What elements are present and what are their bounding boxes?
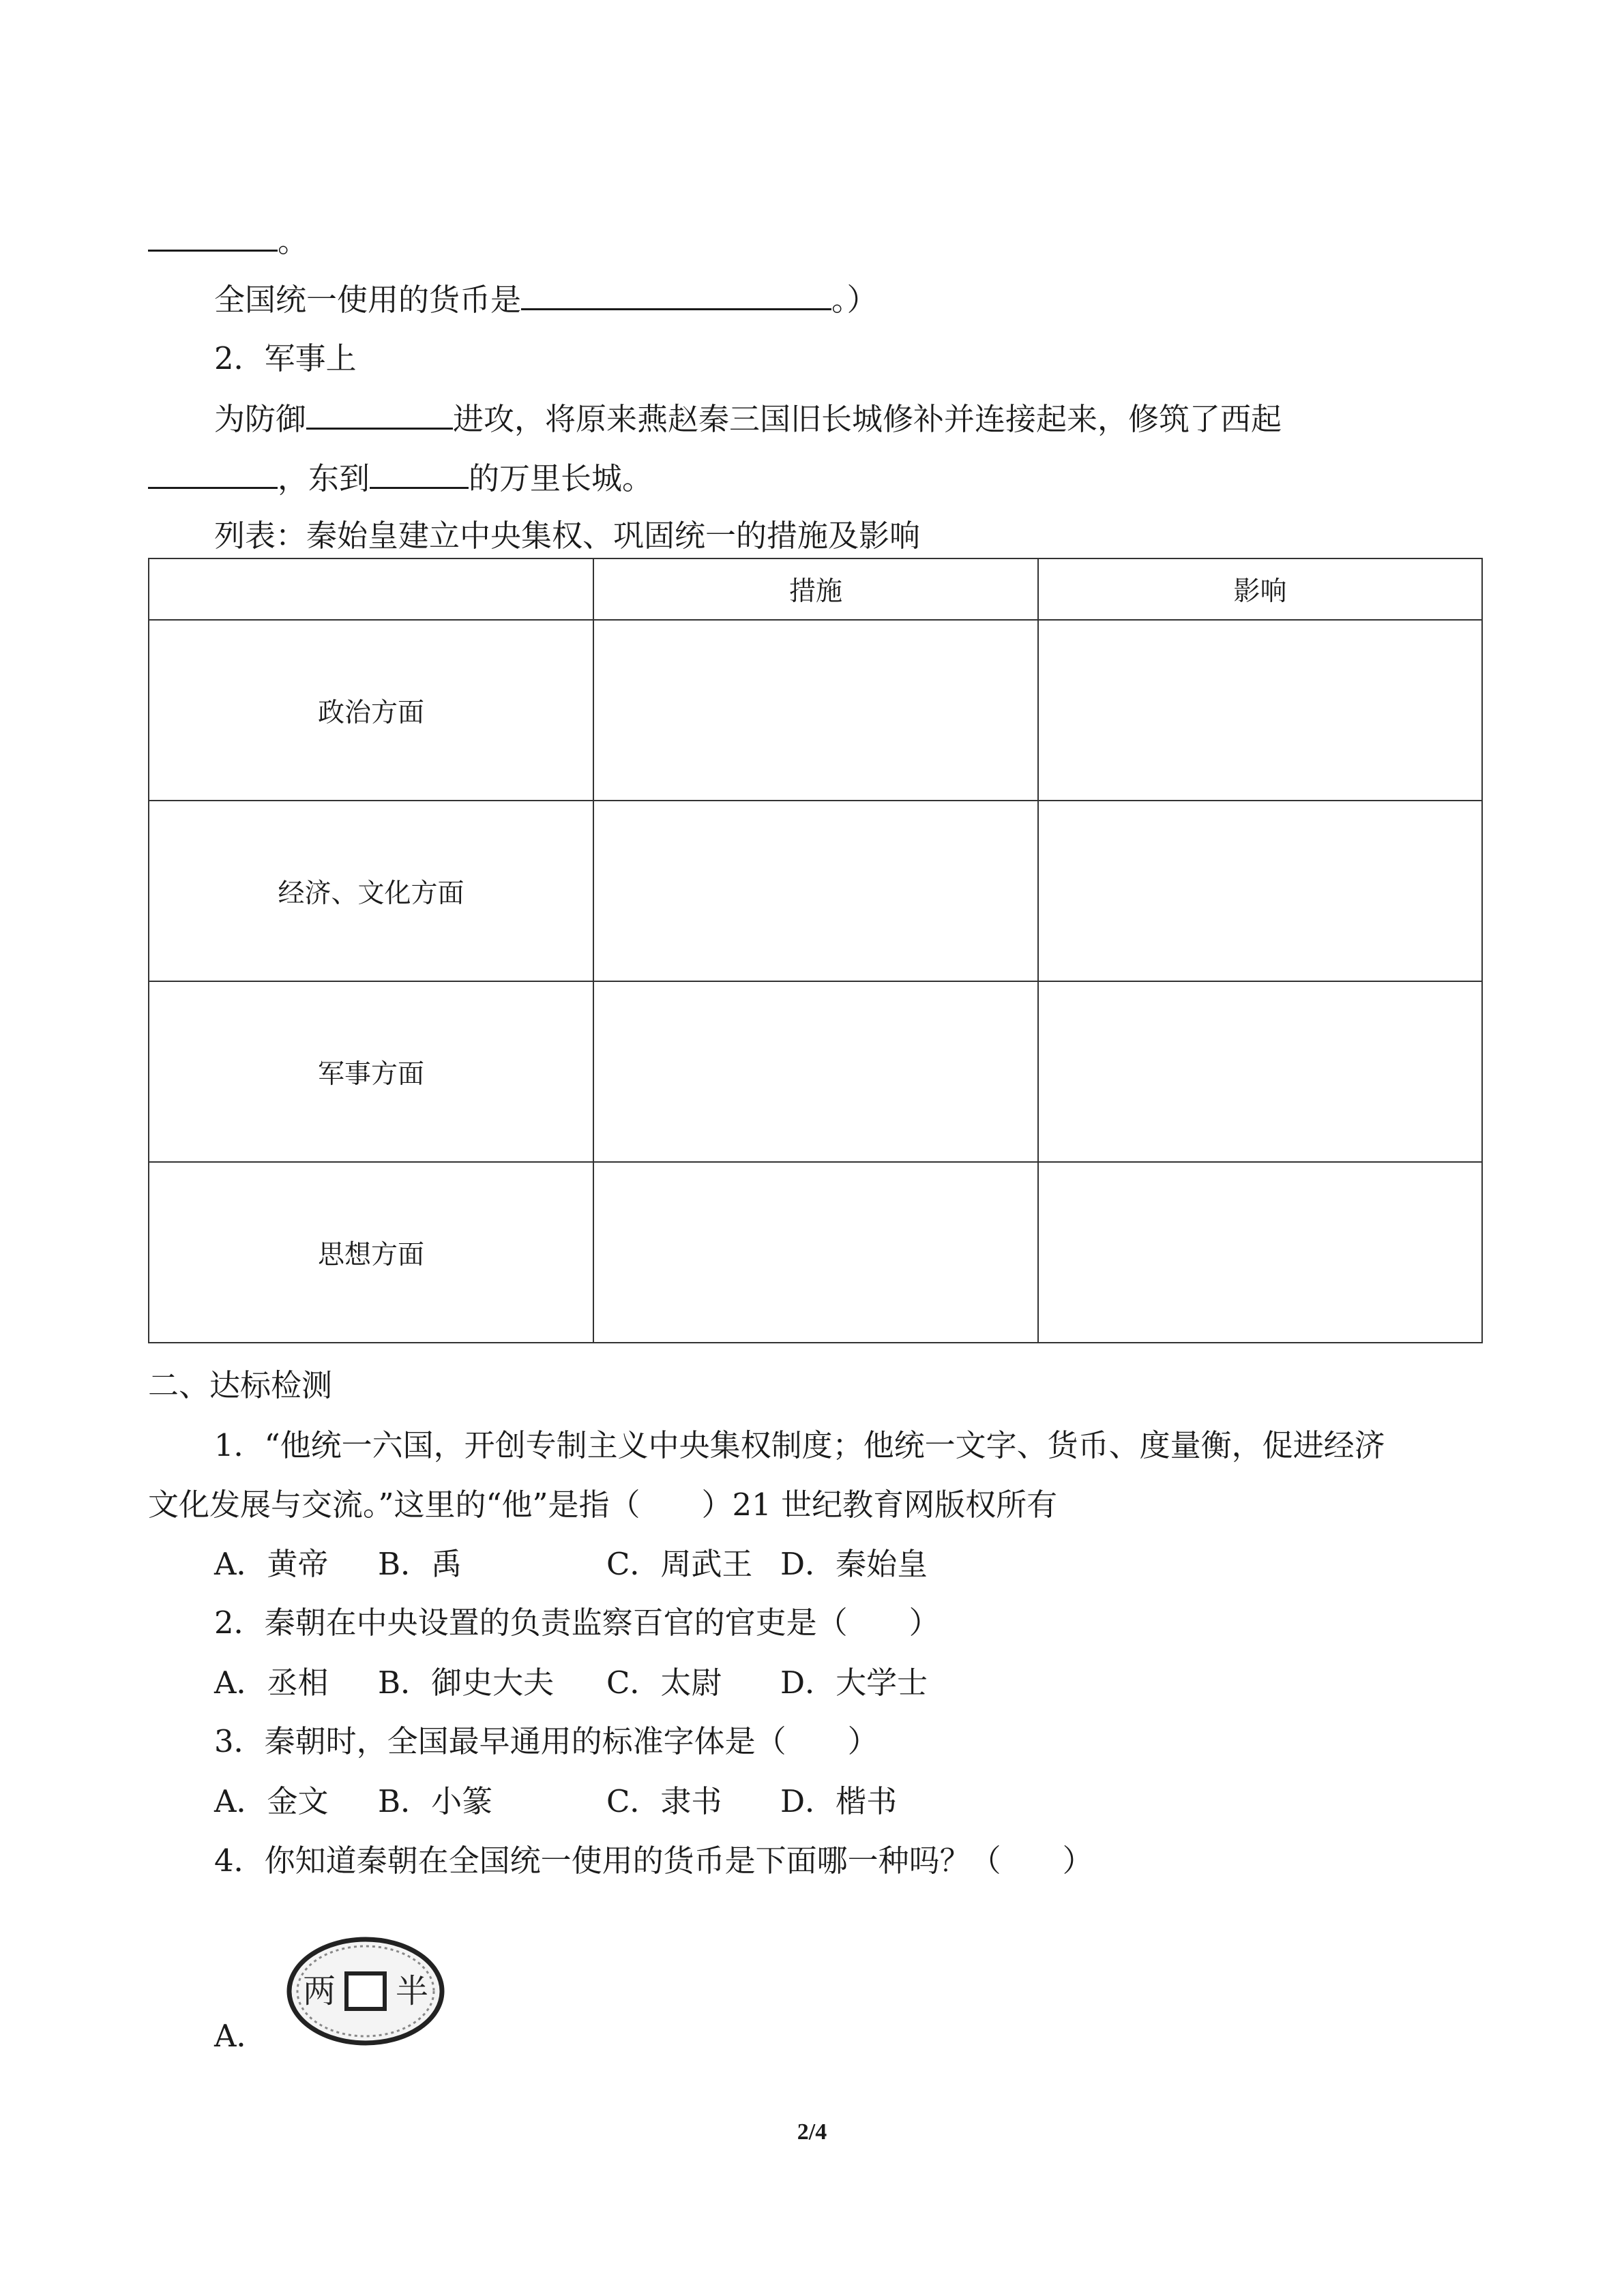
option-c[interactable]: C．周武王 — [606, 1546, 753, 1582]
coin-square-hole — [346, 1973, 385, 2009]
military-heading: 2．军事上 — [214, 340, 357, 376]
answer-cell[interactable] — [1038, 1162, 1482, 1343]
option-b[interactable]: B．小篆 — [378, 1783, 493, 1819]
table-header-row — [149, 558, 1482, 620]
question-4: 4．你知道秦朝在全国统一使用的货币是下面哪一种吗？（ ） — [214, 1843, 1093, 1879]
table-header-aspect — [149, 558, 593, 620]
row-aspect-military: 军事方面 — [149, 981, 593, 1162]
answer-cell[interactable] — [1038, 620, 1482, 801]
answer-cell[interactable] — [593, 801, 1038, 981]
option-d[interactable]: D．楷书 — [780, 1783, 898, 1819]
coin-char-right: 半 — [395, 1972, 429, 2010]
answer-cell[interactable] — [593, 1162, 1038, 1343]
answer-cell[interactable] — [1038, 981, 1482, 1162]
option-b[interactable]: B．御史大夫 — [378, 1665, 555, 1701]
wall-line-1: 为防御 进攻，将原来燕赵秦三国旧长城修补并连接起来，修筑了西起 — [214, 398, 1282, 440]
blank-line-1: 。 — [148, 220, 308, 262]
table-row — [149, 801, 1482, 981]
question-4-option-a[interactable]: A． — [214, 2018, 267, 2054]
answer-cell[interactable] — [593, 981, 1038, 1162]
currency-line: 全国统一使用的货币是 。） — [214, 278, 878, 320]
option-d[interactable]: D．秦始皇 — [780, 1546, 928, 1582]
currency-blank[interactable] — [521, 278, 831, 310]
west-end-blank[interactable] — [148, 457, 278, 489]
ban-liang-coin-image — [286, 1937, 445, 2046]
page-number: 2/4 — [797, 2119, 827, 2145]
option-b[interactable]: B．禹 — [378, 1546, 462, 1582]
row-aspect-thought: 思想方面 — [149, 1162, 593, 1343]
option-c[interactable]: C．隶书 — [606, 1783, 722, 1819]
option-c[interactable]: C．太尉 — [606, 1665, 722, 1701]
east-end-blank[interactable] — [370, 457, 469, 489]
option-a[interactable]: A．金文 — [214, 1783, 329, 1819]
table-header-impact: 影响 — [1038, 558, 1482, 620]
section-heading: 二、达标检测 — [148, 1367, 333, 1403]
table-row — [149, 1162, 1482, 1343]
table-header-measure: 措施 — [593, 558, 1038, 620]
answer-cell[interactable] — [593, 620, 1038, 801]
row-aspect-economy-culture: 经济、文化方面 — [149, 801, 593, 981]
question-2: 2．秦朝在中央设置的负责监察百官的官吏是（ ） — [214, 1605, 940, 1641]
answer-blank[interactable] — [148, 220, 278, 252]
table-caption: 列表：秦始皇建立中央集权、巩固统一的措施及影响 — [214, 518, 921, 554]
option-a[interactable]: A．黄帝 — [214, 1546, 329, 1582]
row-aspect-politics: 政治方面 — [149, 620, 593, 801]
table-row — [149, 981, 1482, 1162]
question-1-line-1: 1．“他统一六国，开创专制主义中央集权制度；他统一文字、货币、度量衡，促进经济 — [214, 1427, 1385, 1463]
answer-cell[interactable] — [1038, 801, 1482, 981]
table-row — [149, 620, 1482, 801]
option-d[interactable]: D．大学士 — [780, 1665, 928, 1701]
enemy-blank[interactable] — [306, 398, 453, 430]
option-a[interactable]: A．丞相 — [214, 1665, 329, 1701]
measures-table — [148, 558, 1483, 1343]
coin-char-left: 两 — [302, 1972, 336, 2010]
question-3: 3．秦朝时，全国最早通用的标准字体是（ ） — [214, 1723, 879, 1759]
question-1-line-2: 文化发展与交流。”这里的“他”是指（ ）21 世纪教育网版权所有 — [148, 1487, 1058, 1523]
wall-line-2: ，东到 的万里长城。 — [148, 457, 653, 499]
